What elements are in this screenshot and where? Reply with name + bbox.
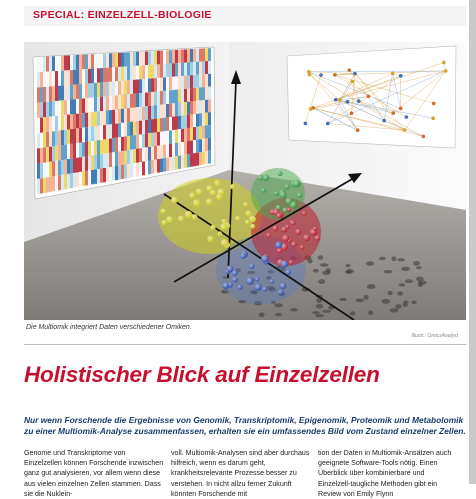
illustration-svg <box>24 42 466 320</box>
multiomics-illustration <box>24 42 466 320</box>
body-column-2 <box>171 448 311 499</box>
body-text-2: voll. Multiomik-Analysen sind aber durchaus hilfreich, wenn es darum geht, krankheitsrelevante Prozesse besser zu verstehen. In nicht allzu ferner Zukunft könnten Forschende mit <box>171 448 311 499</box>
page-edge <box>469 0 476 484</box>
body-column-3 <box>318 448 458 499</box>
body-column-1 <box>24 448 164 499</box>
article-title: Holistischer Blick auf Einzelzellen <box>24 362 380 388</box>
section-header <box>0 0 469 36</box>
body-text-3: tion der Daten in Multiomik-Ansätzen auch geeignete Software-Tools nötig. Einen Überblick über kombinierbare und Einzelzell-taugliche Methoden gibt ein Review von Emily Flynn <box>318 448 458 499</box>
network-panel <box>287 46 456 148</box>
body-text-1: Genome und Transkriptome von Einzelzellen können Forschende inzwischen ganz gut analysieren, vor allem wenn diese aus vielen einzelnen Zellen stammen. Dass sie die Nuklein- <box>24 448 164 499</box>
divider <box>24 344 466 345</box>
figure-caption: Die Multiomik integriert Daten verschiedener Omiken. <box>26 324 192 331</box>
article-lead: Nur wenn Forschende die Ergebnisse von Genomik, Transkriptomik, Epigenomik, Proteomik und Metabolomik zu einer Multiomik-Analyse zusammenfassen, erhalten sie ein umfassendes Bild vom Zustand einzelner Zellen. <box>24 415 469 437</box>
figure-credit: Illustr.: OmicsAnalyst <box>412 333 459 339</box>
section-label: SPECIAL: EINZELZELL-BIOLOGIE <box>33 9 212 21</box>
